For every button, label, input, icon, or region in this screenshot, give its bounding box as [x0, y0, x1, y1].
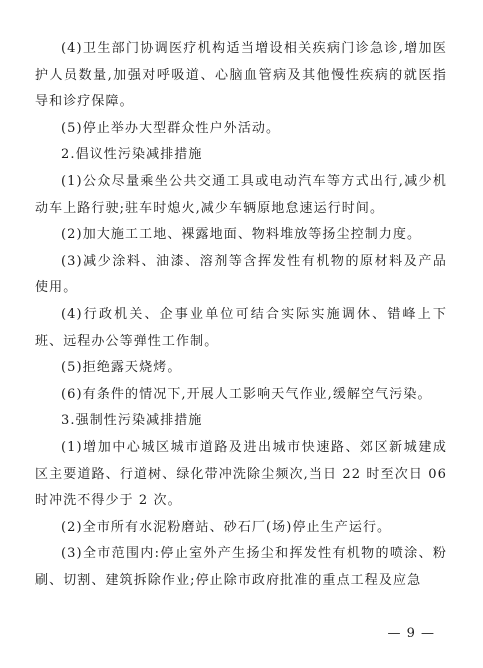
paragraph-road-washing: (1)增加中心城区城市道路及进出城市快速路、郊区新城建成区主要道路、行道树、绿化带冲洗除尘频次,当日 22 时至次日 06 时冲洗不得少于 2 次。	[35, 439, 447, 509]
section-heading-advisory-measures: 2.倡议性污染减排措施	[61, 147, 203, 163]
paragraph-stop-construction: (3)全市范围内:停止室外产生扬尘和挥发性有机物的喷涂、粉刷、切割、建筑拆除作业;停止除市政府批准的重点工程及应急	[35, 546, 447, 588]
section-heading-mandatory-measures: 3.强制性污染减排措施	[61, 413, 203, 429]
paragraph-health-measures: (4)卫生部门协调医疗机构适当增设相关疾病门诊急诊,增加医护人员数量,加强对呼吸道、心脑血管病及其他慢性疾病的就医指导和诊疗保障。	[35, 41, 447, 110]
paragraph-weather-modification: (6)有条件的情况下,开展人工影响天气作业,缓解空气污染。	[61, 386, 432, 402]
document-body	[35, 36, 447, 594]
paragraph-dust-control: (2)加大施工工地、裸露地面、物料堆放等扬尘控制力度。	[61, 227, 422, 243]
paragraph-stop-outdoor-events: (5)停止举办大型群众性户外活动。	[61, 120, 281, 136]
paragraph-no-barbecue: (5)拒绝露天烧烤。	[61, 360, 182, 376]
page-number: — 9 —	[387, 626, 435, 641]
paragraph-public-transport: (1)公众尽量乘坐公共交通工具或电动汽车等方式出行,减少机动车上路行驶;驻车时熄火,减少车辆原地怠速运行时间。	[35, 173, 447, 216]
paragraph-reduce-voc: (3)减少涂料、油漆、溶剂等含挥发性有机物的原材料及产品使用。	[35, 253, 447, 296]
paragraph-flexible-work: (4)行政机关、企事业单位可结合实际实施调休、错峰上下班、远程办公等弹性工作制。	[35, 306, 447, 349]
paragraph-stop-cement-plants: (2)全市所有水泥粉磨站、砂石厂(场)停止生产运行。	[61, 519, 392, 535]
